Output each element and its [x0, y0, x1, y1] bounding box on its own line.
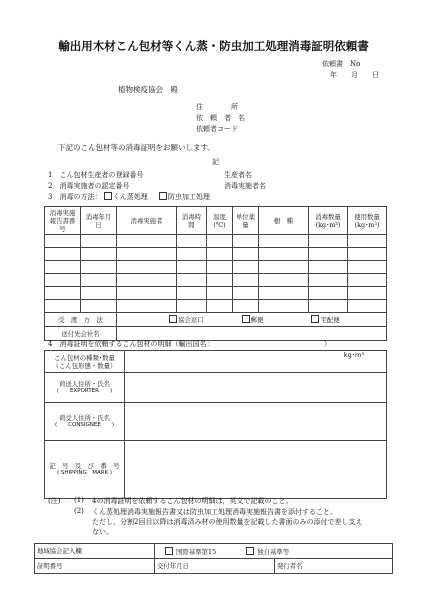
type-qty-label: こん包材の種類･数量 （こん包形態・数量） — [45, 351, 125, 373]
std2-label: 独自基準等 — [257, 547, 290, 556]
issuer-label: 発行者名 — [277, 562, 303, 570]
destination-label: 送付先会社名 — [45, 327, 117, 341]
unit-label: kg･m³ — [343, 351, 364, 359]
document-title: 輸出用木材こん包材等くん蒸・防虫加工処理消毒証明依頼書 — [58, 39, 369, 53]
cert-no-field[interactable] — [35, 559, 155, 574]
std1-option[interactable] — [165, 548, 216, 556]
item-3 — [48, 192, 210, 202]
delivery-label: 受 渡 方 法 — [45, 313, 117, 327]
col-time: 消毒時間 — [177, 207, 207, 235]
section4-heading: 4 消毒証明を依頼するこん包材の明細（輸出国名： — [48, 340, 214, 348]
request-number: 依頼書 No — [322, 60, 361, 68]
section4-paren: ） — [324, 340, 331, 348]
fumigation-label: くん蒸処理 — [112, 193, 148, 201]
assoc-label: 地域協会記入欄 — [35, 544, 155, 559]
std2-option[interactable] — [246, 548, 289, 556]
insect-label: 防虫加工処理 — [167, 193, 210, 201]
note-2c: ない。 — [92, 528, 113, 536]
address-label: 住 所 — [196, 103, 238, 111]
issuer-field[interactable] — [275, 559, 393, 574]
shipper-field[interactable] — [125, 373, 387, 403]
table-row[interactable] — [45, 287, 387, 300]
delivery-courier-label: 宅配便 — [320, 316, 340, 324]
item-1: 1 こん包材生産者の登録番号 — [48, 171, 144, 179]
consignee-field[interactable] — [125, 403, 387, 441]
notes-label: (注) — [48, 497, 61, 505]
type-qty-field[interactable] — [125, 351, 387, 373]
packaging-detail-table — [44, 350, 387, 499]
col-species: 樹 種 — [259, 207, 309, 235]
addressee: 植物検疫協会 殿 — [118, 85, 178, 94]
standard-options — [155, 544, 393, 559]
marks-label: 記 号 及 び 番 号 ( SHIPPING MARK ) — [45, 441, 125, 499]
delivery-window-label: 協会窓口 — [178, 316, 204, 324]
association-table — [34, 543, 393, 574]
table-row[interactable] — [45, 248, 387, 261]
col-qty-used: 使用数量(kg･m³) — [348, 207, 387, 235]
col-dose: 単位薬量 — [233, 207, 259, 235]
consignee-label: 荷受人住所・氏名 ( CONSIGNEE ) — [45, 403, 125, 441]
delivery-window-option[interactable] — [169, 316, 204, 324]
requester-code-label: 依頼者コード — [196, 125, 238, 133]
col-report-no: 消毒実施報告書番号 — [45, 207, 81, 235]
col-date: 消毒年月日 — [81, 207, 117, 235]
col-operator: 消毒実施者 — [117, 207, 177, 235]
note-2b: ただし，分割2回目以降は消毒済み材の使用数量を記載した書面のみの添付で差し支え — [92, 518, 363, 526]
delivery-courier-option[interactable] — [311, 316, 339, 324]
delivery-mail-option[interactable] — [242, 316, 264, 324]
fumigation-checkbox[interactable] — [104, 193, 148, 201]
note-2a: くん蒸処理消毒実施報告書又は防虫加工処理消毒実施報告書を添付すること。 — [92, 508, 337, 516]
delivery-row — [45, 313, 387, 327]
col-temp: 温度(℃) — [207, 207, 233, 235]
table-header-row — [45, 207, 387, 235]
ki-marker: 記 — [212, 158, 219, 166]
item-2: 2 消毒実施者の認定番号 — [48, 182, 130, 190]
shipper-label: 荷送人住所・氏名 ( EXPORTER ) — [45, 373, 125, 403]
note-1: 4の消毒証明を依頼するこん包材の明細は，英文で記載のこと。 — [92, 497, 293, 505]
marks-field[interactable] — [125, 441, 387, 499]
issue-date-field[interactable] — [155, 559, 275, 574]
delivery-mail-label: 郵便 — [250, 316, 264, 324]
table-row[interactable] — [45, 274, 387, 287]
table-row[interactable] — [45, 300, 387, 313]
request-date: 年 月 日 — [330, 71, 379, 79]
table-row[interactable] — [45, 261, 387, 274]
col-qty-treated: 消毒数量(kg･m³) — [309, 207, 348, 235]
item-2-operator: 消毒実施者名 — [224, 182, 266, 190]
item-1-producer: 生産者名 — [224, 171, 252, 179]
table-row[interactable] — [45, 235, 387, 248]
item-3-label: 3 消毒の方法： — [48, 193, 102, 201]
requester-name-label: 依 頼 者 名 — [196, 114, 245, 122]
issue-date-label: 交付年月日 — [157, 562, 189, 570]
cert-no-label: 証明番号 — [37, 562, 63, 570]
intro-text: 下記のこん包材等の消毒証明をお願いします。 — [58, 143, 215, 152]
fumigation-table — [44, 206, 387, 341]
note-2-num: (2) — [74, 507, 84, 515]
std1-label: 国際基準第15 — [176, 547, 217, 556]
delivery-options — [117, 313, 387, 327]
insect-checkbox[interactable] — [159, 193, 210, 201]
note-1-num: (1) — [74, 496, 84, 504]
